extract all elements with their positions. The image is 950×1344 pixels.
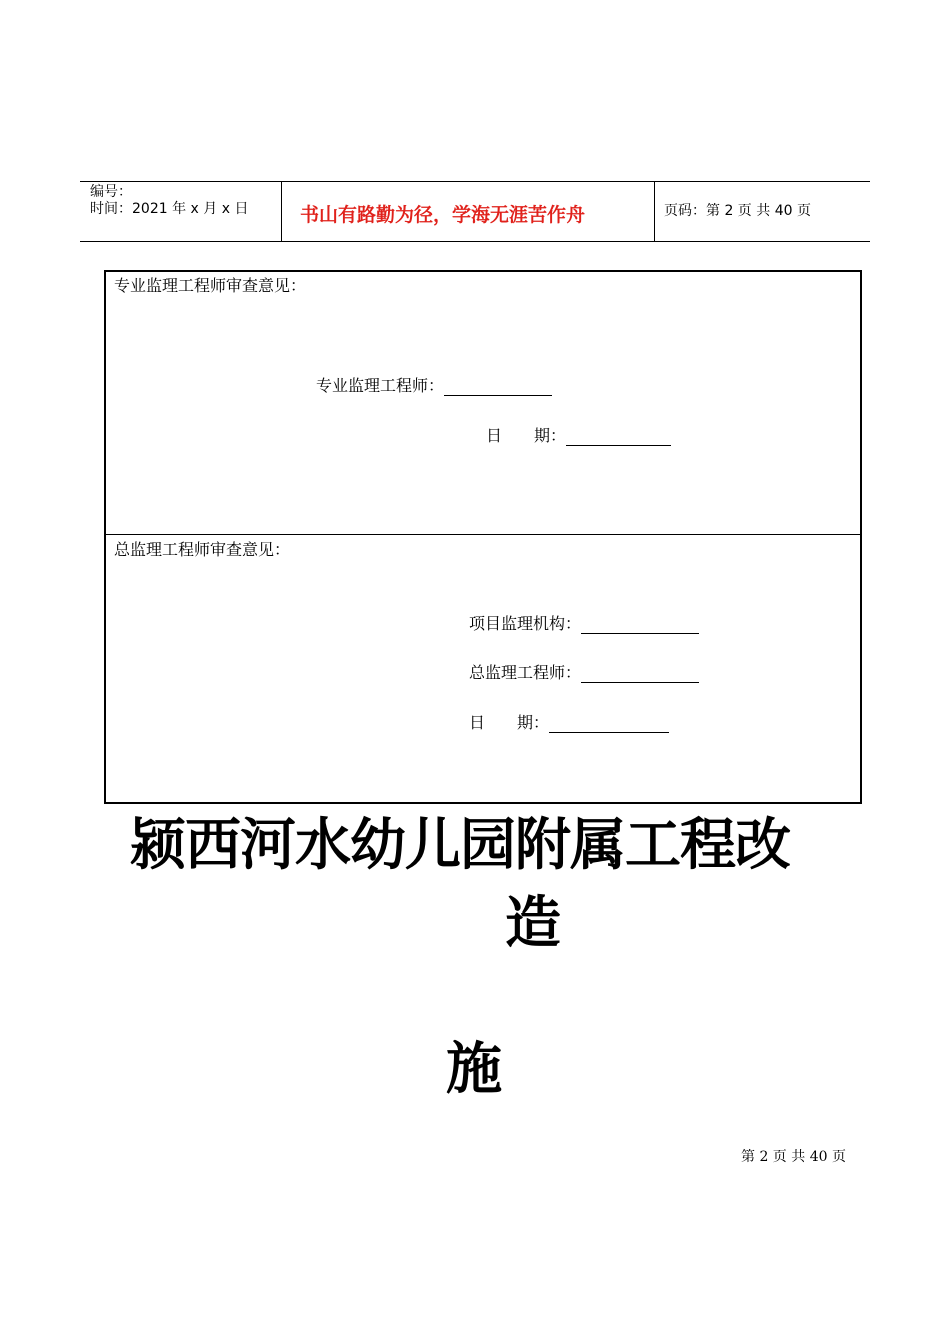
review-form-divider	[104, 534, 862, 535]
supervision-org-line[interactable]	[581, 617, 699, 634]
footer-page-number: 第 2 页 共 40 页	[741, 1149, 846, 1165]
document-title-line2: 造	[505, 891, 561, 956]
specialist-date-line[interactable]	[566, 429, 671, 446]
chief-engineer-signature-line[interactable]	[581, 666, 699, 683]
header-divider-right	[654, 181, 655, 242]
header-divider-left	[281, 181, 282, 242]
serial-number-label: 编号：	[90, 184, 132, 200]
specialist-engineer-signature-line[interactable]	[444, 379, 552, 396]
chief-date-line[interactable]	[549, 716, 669, 733]
header-motto: 书山有路勤为径，学海无涯苦作舟	[300, 204, 586, 226]
header-top-rule	[80, 181, 870, 182]
supervision-org-field	[469, 614, 699, 634]
specialist-engineer-label: 专业监理工程师：	[316, 376, 445, 395]
date-time-label: 时间：2021 年 x 月 x 日	[90, 201, 249, 217]
supervision-org-label: 项目监理机构：	[469, 614, 582, 633]
chief-review-heading: 总监理工程师审查意见：	[114, 540, 291, 559]
chief-date-label: 日 期：	[469, 713, 550, 732]
specialist-date-field	[486, 426, 671, 446]
specialist-date-label: 日 期：	[486, 426, 567, 445]
document-title-line3: 施	[446, 1037, 502, 1102]
document-title-line1: 颍西河水幼儿园附属工程改	[130, 813, 790, 878]
chief-engineer-label: 总监理工程师：	[469, 663, 582, 682]
chief-engineer-field	[469, 663, 699, 683]
specialist-engineer-field	[316, 376, 552, 396]
header-page-number: 页码：第 2 页 共 40 页	[664, 203, 811, 219]
chief-date-field	[469, 713, 669, 733]
specialist-review-heading: 专业监理工程师审查意见：	[114, 276, 307, 295]
header-bottom-rule	[80, 241, 870, 242]
